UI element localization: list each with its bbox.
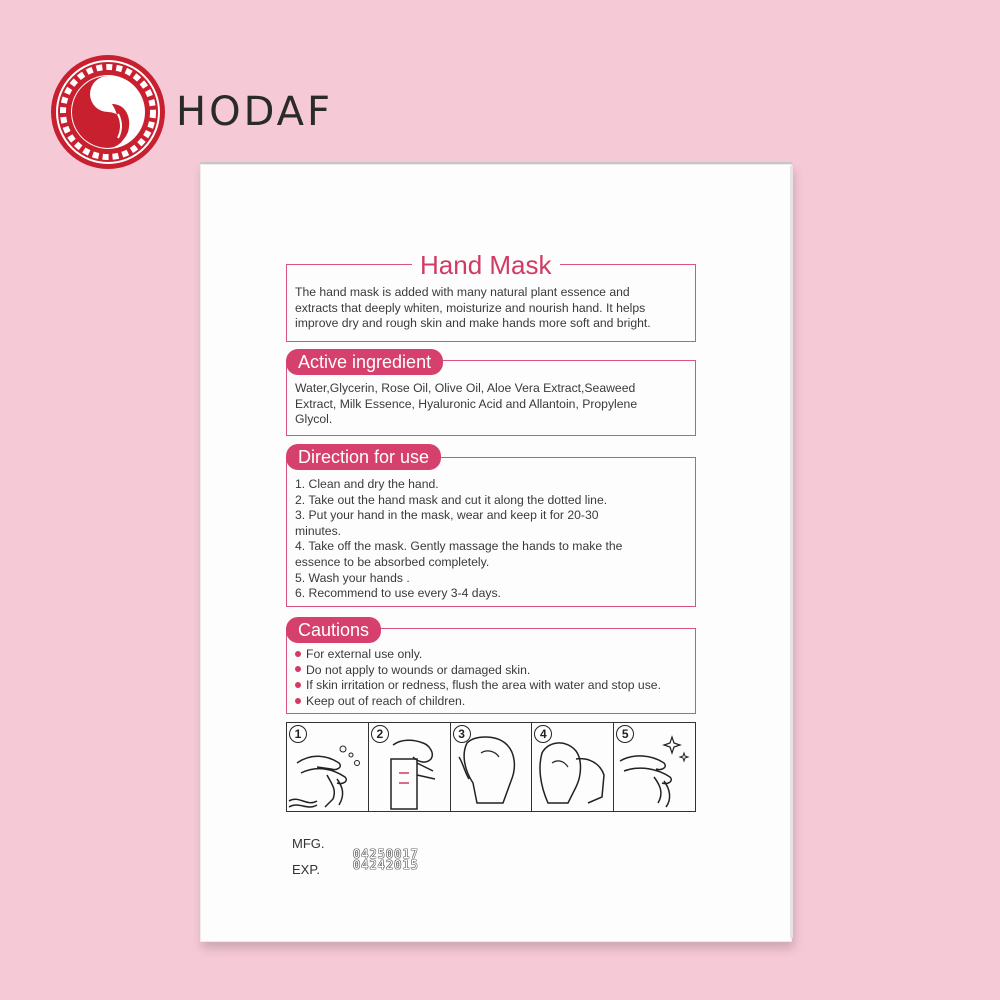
direction-line: minutes.	[295, 523, 342, 538]
caution-text: Do not apply to wounds or damaged skin.	[306, 662, 531, 677]
step-number: 3	[453, 725, 471, 743]
ingredient-line: Glycol.	[295, 412, 333, 427]
direction-line: 2. Take out the hand mask and cut it along the dotted line.	[295, 492, 608, 507]
bullet-icon	[295, 682, 301, 688]
caution-text: Keep out of reach of children.	[306, 693, 466, 708]
step-number: 4	[534, 725, 552, 743]
step-number: 2	[371, 725, 389, 743]
active-ingredient-text	[295, 381, 693, 428]
step-4	[532, 723, 614, 811]
direction-line: 1. Clean and dry the hand.	[295, 477, 439, 491]
ingredient-line: Water,Glycerin, Rose Oil, Olive Oil, Aloe Vera Extract,Seaweed	[295, 381, 636, 395]
bullet-icon	[295, 698, 301, 704]
caution-item	[295, 694, 693, 710]
step-3	[451, 723, 533, 811]
bullet-icon	[295, 651, 301, 657]
description-line: improve dry and rough skin and make hands more soft and bright.	[295, 316, 651, 331]
caution-item	[295, 663, 693, 679]
cautions-list	[295, 647, 693, 709]
direction-line: 6. Recommend to use every 3-4 days.	[295, 586, 501, 601]
direction-title: Direction for use	[286, 444, 441, 470]
caution-text: For external use only.	[306, 647, 423, 661]
exp-label: EXP.	[292, 862, 320, 877]
description-line: The hand mask is added with many natural plant essence and	[295, 285, 630, 299]
step-5	[614, 723, 695, 811]
brand-header	[48, 52, 333, 172]
usage-steps	[286, 722, 696, 812]
step-2	[369, 723, 451, 811]
cautions-title: Cautions	[286, 617, 381, 643]
bullet-icon	[295, 666, 301, 672]
direction-text	[295, 477, 693, 602]
hand-mask-description	[295, 285, 693, 332]
brand-logo-icon	[48, 52, 168, 172]
ingredient-line: Extract, Milk Essence, Hyaluronic Acid and Allantoin, Propylene	[295, 396, 638, 411]
direction-line: 3. Put your hand in the mask, wear and keep it for 20-30	[295, 508, 599, 523]
exp-code: 04242015	[353, 858, 419, 872]
step-1	[287, 723, 369, 811]
direction-line: essence to be absorbed completely.	[295, 554, 490, 569]
active-ingredient-title: Active ingredient	[286, 349, 443, 375]
brand-name: HODAF	[176, 89, 334, 135]
description-line: extracts that deeply whiten, moisturize and nourish hand. It helps	[295, 300, 646, 315]
box-right-edge	[790, 166, 793, 938]
mfg-label: MFG.	[292, 836, 325, 851]
caution-item	[295, 647, 693, 663]
direction-line: 4. Take off the mask. Gently massage the hands to make the	[295, 539, 623, 554]
step-number: 1	[289, 725, 307, 743]
step-number: 5	[616, 725, 634, 743]
direction-line: 5. Wash your hands .	[295, 570, 410, 585]
caution-item	[295, 678, 693, 694]
caution-text: If skin irritation or redness, flush the area with water and stop use.	[306, 678, 661, 693]
hand-mask-title: Hand Mask	[412, 250, 560, 281]
mfg-code: 04250017	[353, 847, 419, 861]
